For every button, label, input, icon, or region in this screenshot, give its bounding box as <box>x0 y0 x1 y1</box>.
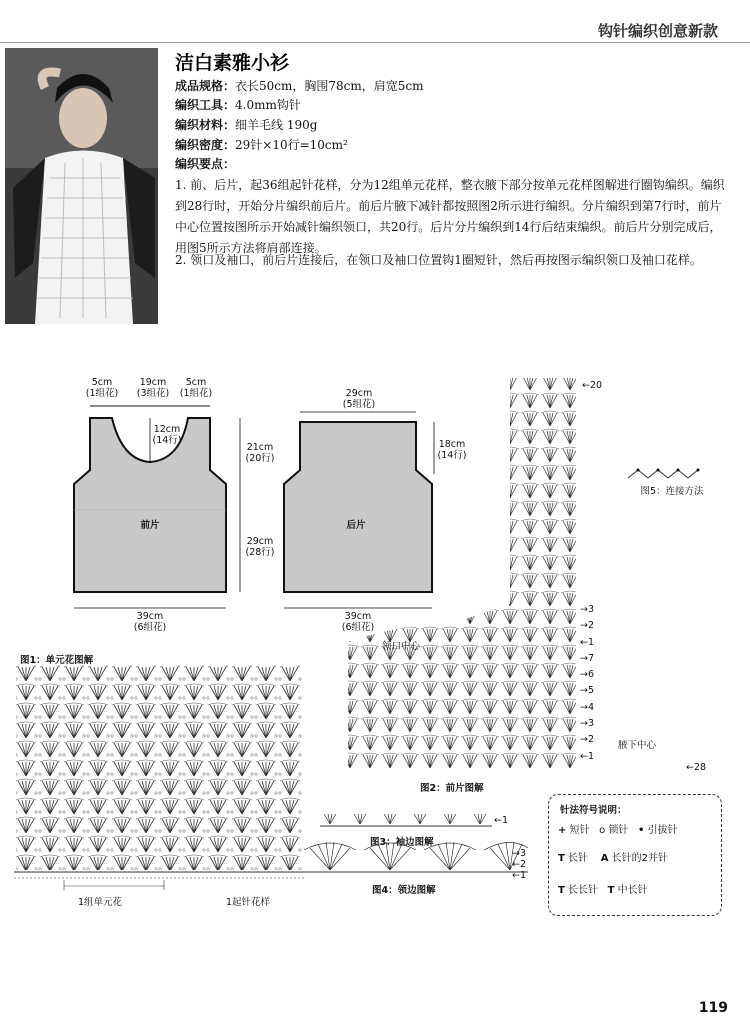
fig4-rows: →3 ←2 ←1 <box>512 848 527 881</box>
front-upper-height: 21cm (20行) <box>245 442 275 464</box>
legend-symbol-tr: T <box>558 885 565 896</box>
fig5-join-diagram <box>626 466 706 482</box>
fig2-neck-center: 领口中心 <box>381 641 420 652</box>
front-top-mid: 19cm (3组花) <box>136 377 170 399</box>
legend-row-3: T 长长针 T 中长针 <box>558 885 648 896</box>
fig3-stitch-chart <box>316 808 496 830</box>
front-schematic <box>60 370 280 640</box>
series-title: 钩针编织创意新款 <box>597 22 718 40</box>
legend-symbol-ch: o <box>599 825 606 836</box>
spec-material: 编织材料：细羊毛线 190g <box>175 118 318 132</box>
front-piece-label: 前片 <box>140 520 160 531</box>
fig2-stitch-chart <box>340 374 600 784</box>
fig2-row-top: ←20 <box>582 380 603 391</box>
front-top-right: 5cm (1组花) <box>179 377 213 399</box>
front-bottom-width: 39cm (6组花) <box>133 611 167 633</box>
fig1-caption: 图1：单元花图解 <box>20 655 94 666</box>
fig2-underarm-center: 腋下中心 <box>617 740 656 751</box>
front-top-left: 5cm (1组花) <box>85 377 119 399</box>
back-bottom-width: 39cm (6组花) <box>341 611 375 633</box>
page-number: 119 <box>698 1000 728 1016</box>
back-top-width: 29cm (5组花) <box>342 388 376 410</box>
front-lower-height: 29cm (28行) <box>245 536 275 558</box>
spec-gauge: 编织密度：29针×10行=10cm² <box>175 138 348 152</box>
instruction-paragraph-2: 2. 领口及袖口，前后片连接后，在领口及袖口位置钩1圈短针，然后再按图示编织领口及袖口花样。 <box>175 253 702 267</box>
back-piece-label: 后片 <box>346 520 366 531</box>
fig3-row: ←1 <box>494 815 509 826</box>
legend-row-1: + 短针 o 锁针 • 引拔针 <box>558 825 678 836</box>
front-neck-depth: 12cm (14行) <box>152 424 182 446</box>
legend-symbol-dc2tog: A <box>600 853 609 864</box>
fig2-caption: 图2：前片图解 <box>420 783 484 794</box>
legend-row-2: T 长针 A 长针的2并针 <box>558 853 669 864</box>
instruction-paragraph-1: 1. 前、后片，起36组起针花样，分为12组单元花样，整衣腋下部分按单元花样图解进行圈钩编织。编织到28行时，开始分片编织前后片。前后片腋下减针都按照图2所示进行编织。分片编织到第7行时，前片中心位置按图所示开始减针编织领口，共20行。后片分片编织到14行后结束编织。前后片分别完成后，用图5所示方法将肩部连接。 <box>175 178 725 255</box>
legend-symbol-dc: T <box>558 853 565 864</box>
fig1-unit-label: 1组单元花 <box>77 897 123 908</box>
model-photo <box>5 48 158 324</box>
legend-symbol-hdc: T <box>607 885 615 896</box>
fig1-start-label: 1起针花样 <box>225 897 271 908</box>
fig5-caption: 图5：连接方法 <box>640 486 704 497</box>
fig3-caption: 图3：袖边图解 <box>370 837 434 848</box>
spec-tool: 编织工具：4.0mm钩针 <box>175 98 301 112</box>
legend-title: 针法符号说明： <box>560 805 627 816</box>
spec-size: 成品规格：衣长50cm，胸围78cm，肩宽5cm <box>175 79 424 93</box>
legend-symbol-sc: + <box>558 825 567 836</box>
key-points-label: 编织要点： <box>175 157 236 171</box>
pattern-title: 洁白素雅小衫 <box>175 52 290 74</box>
fig1-stitch-chart <box>14 664 314 894</box>
fig4-caption: 图4：领边图解 <box>372 885 436 896</box>
fig4-stitch-chart <box>290 838 530 878</box>
legend-symbol-slst: • <box>637 825 645 836</box>
fig2-row-bottom: ←28 <box>686 762 707 773</box>
fig2-row-numbers: →3 →2 ←1 →7 →6 →5 →4 →3 →2 ←1 <box>580 604 595 762</box>
back-upper-height: 18cm (14行) <box>437 439 467 461</box>
header-divider <box>0 42 750 43</box>
